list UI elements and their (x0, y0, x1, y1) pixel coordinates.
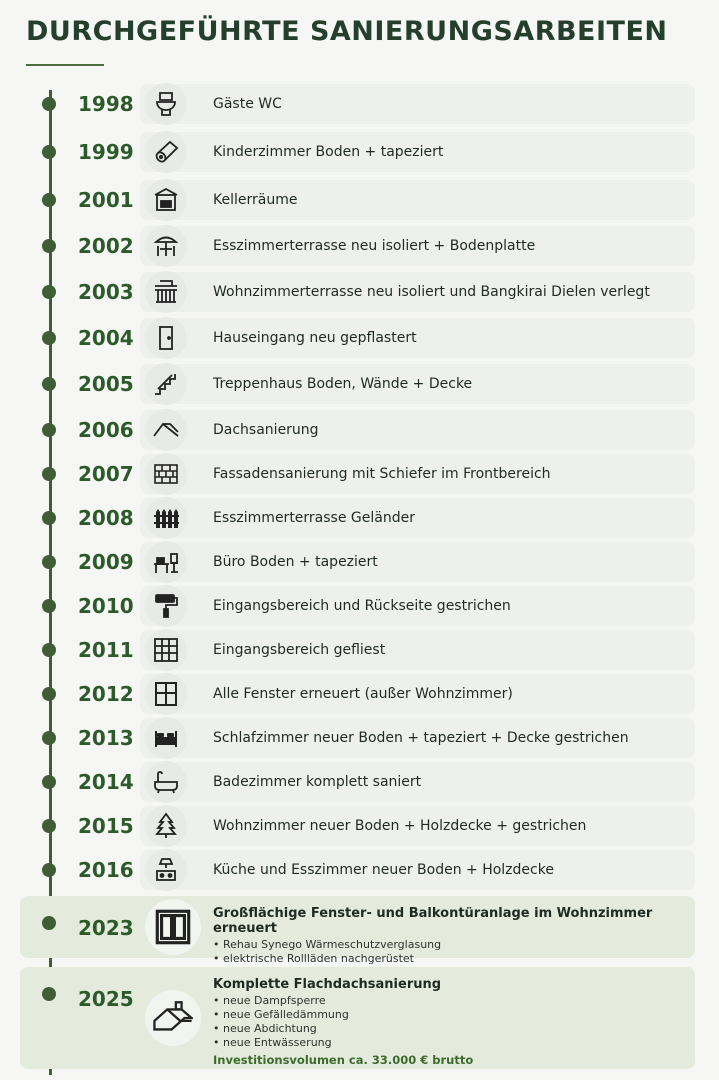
timeline-entry (20, 804, 695, 848)
timeline-entry (20, 584, 695, 628)
entry-year: 2015 (78, 814, 134, 838)
balcony-railing-icon (145, 271, 187, 313)
timeline-entry (20, 496, 695, 540)
entry-year: 2003 (78, 280, 134, 304)
timeline-dot (42, 467, 56, 481)
timeline-dot (42, 775, 56, 789)
entry-year: 2004 (78, 326, 134, 350)
timeline-dot (42, 423, 56, 437)
title-underline (26, 64, 104, 66)
bed-icon (145, 717, 187, 759)
entry-label: Gäste WC (213, 96, 282, 112)
timeline-entry (20, 760, 695, 804)
entry-year: 2001 (78, 188, 134, 212)
bullet-item: • neue Dampfsperre (213, 994, 473, 1008)
page-title: DURCHGEFÜHRTE SANIERUNGSARBEITEN (26, 16, 668, 47)
entry-label: Dachsanierung (213, 422, 319, 438)
bullet-list (213, 994, 473, 1050)
desk-chair-icon (145, 541, 187, 583)
entry-label: Küche und Esszimmer neuer Boden + Holzdecke (213, 862, 554, 878)
timeline-entry (20, 130, 695, 174)
entry-year: 2011 (78, 638, 134, 662)
entry-year: 2023 (78, 916, 134, 940)
investment-note: Investitionsvolumen ca. 33.000 € brutto (213, 1053, 474, 1067)
entry-label: Esszimmerterrasse Geländer (213, 510, 415, 526)
paint-roller-icon (145, 585, 187, 627)
timeline-entry (20, 408, 695, 452)
entry-label: Alle Fenster erneuert (außer Wohnzimmer) (213, 686, 513, 702)
entry-label: Kinderzimmer Boden + tapeziert (213, 144, 444, 160)
timeline-entry (20, 848, 695, 892)
bathtub-icon (145, 761, 187, 803)
timeline-dot (42, 599, 56, 613)
kitchen-icon (145, 849, 187, 891)
timeline-entry (20, 672, 695, 716)
door-icon (145, 317, 187, 359)
fence-icon (145, 497, 187, 539)
timeline-entry (20, 540, 695, 584)
sliding-door-icon (145, 899, 201, 955)
bullet-item: • neue Gefälledämmung (213, 1008, 473, 1022)
highlight-content (213, 977, 473, 1067)
entry-year: 2005 (78, 372, 134, 396)
timeline-dot (42, 145, 56, 159)
tiles-icon (145, 629, 187, 671)
timeline-dot (42, 987, 56, 1001)
entry-label: Schlafzimmer neuer Boden + tapeziert + Decke gestrichen (213, 730, 629, 746)
tree-icon (145, 805, 187, 847)
brick-wall-icon (145, 453, 187, 495)
entry-year: 1999 (78, 140, 134, 164)
highlight-heading: Großflächige Fenster- und Balkontüranlage im Wohnzimmer erneuert (213, 906, 653, 936)
entry-year: 2016 (78, 858, 134, 882)
entry-label: Kellerräume (213, 192, 298, 208)
timeline-entry (20, 452, 695, 496)
roof-icon (145, 409, 187, 451)
bullet-item: • neue Abdichtung (213, 1022, 473, 1036)
entry-label: Eingangsbereich und Rückseite gestrichen (213, 598, 511, 614)
entry-year: 2025 (78, 987, 134, 1011)
highlight-entry (20, 965, 695, 1071)
timeline-entry (20, 362, 695, 406)
timeline-dot (42, 819, 56, 833)
bullet-item: • elektrische Rollläden nachgerüstet (213, 952, 695, 966)
timeline-dot (42, 285, 56, 299)
entry-label: Fassadensanierung mit Schiefer im Frontbereich (213, 466, 551, 482)
entry-label: Badezimmer komplett saniert (213, 774, 422, 790)
timeline-dot (42, 863, 56, 877)
timeline-dot (42, 331, 56, 345)
timeline-entry (20, 224, 695, 268)
window-icon (145, 673, 187, 715)
timeline-dot (42, 377, 56, 391)
timeline-entry (20, 178, 695, 222)
timeline-dot (42, 643, 56, 657)
entry-year: 2006 (78, 418, 134, 442)
entry-year: 2014 (78, 770, 134, 794)
toilet-icon (145, 83, 187, 125)
timeline-entry (20, 716, 695, 760)
entry-label: Hauseingang neu gepflastert (213, 330, 417, 346)
timeline-dot (42, 731, 56, 745)
patio-table-icon (145, 225, 187, 267)
timeline-dot (42, 193, 56, 207)
entry-label: Eingangsbereich gefliest (213, 642, 386, 658)
entry-year: 2008 (78, 506, 134, 530)
timeline-entry (20, 316, 695, 360)
entry-year: 2012 (78, 682, 134, 706)
entry-label: Büro Boden + tapeziert (213, 554, 378, 570)
entry-label: Wohnzimmerterrasse neu isoliert und Bangkirai Dielen verlegt (213, 284, 650, 300)
entry-label: Esszimmerterrasse neu isoliert + Bodenplatte (213, 238, 536, 254)
highlight-heading: Komplette Flachdachsanierung (213, 977, 442, 992)
timeline-dot (42, 555, 56, 569)
timeline-entry (20, 270, 695, 314)
timeline-dot (42, 916, 56, 930)
stairs-icon (145, 363, 187, 405)
bullet-item: • neue Entwässerung (213, 1036, 473, 1050)
timeline-entry (20, 82, 695, 126)
entry-label: Wohnzimmer neuer Boden + Holzdecke + gestrichen (213, 818, 587, 834)
basement-icon (145, 179, 187, 221)
timeline-dot (42, 687, 56, 701)
wallpaper-roll-icon (145, 131, 187, 173)
entry-year: 2009 (78, 550, 134, 574)
timeline-dot (42, 97, 56, 111)
timeline-dot (42, 239, 56, 253)
entry-year: 1998 (78, 92, 134, 116)
highlight-content (213, 906, 695, 966)
entry-year: 2013 (78, 726, 134, 750)
entry-year: 2007 (78, 462, 134, 486)
entry-year: 2010 (78, 594, 134, 618)
highlight-entry (20, 894, 695, 965)
timeline-entry (20, 628, 695, 672)
bullet-item: • Rehau Synego Wärmeschutzverglasung (213, 938, 695, 952)
timeline-dot (42, 511, 56, 525)
flat-roof-icon (145, 990, 201, 1046)
bullet-list (213, 938, 695, 966)
entry-year: 2002 (78, 234, 134, 258)
entry-label: Treppenhaus Boden, Wände + Decke (213, 376, 473, 392)
